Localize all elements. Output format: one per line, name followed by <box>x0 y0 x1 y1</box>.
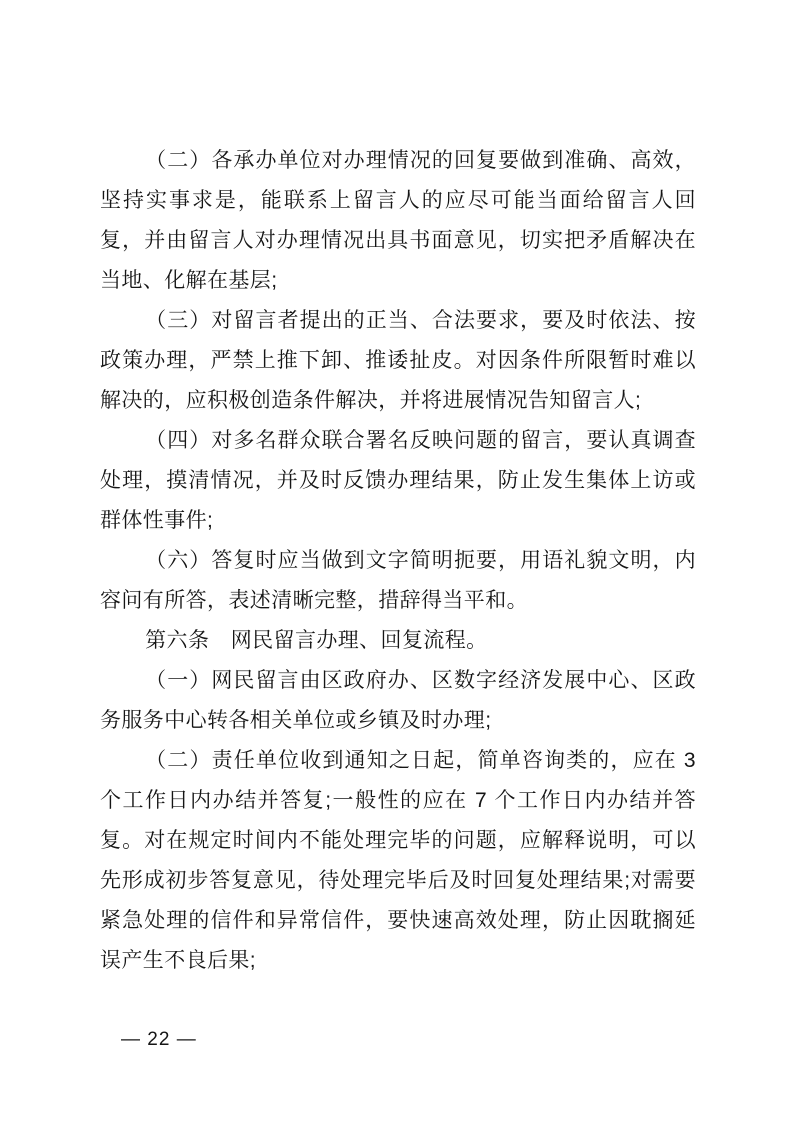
body-paragraph-flow-2: （二）责任单位收到通知之日起，简单咨询类的，应在 3 个工作日内办结并答复;一般性的应在 7 个工作日内办结并答复。对在规定时间内不能处理完毕的问题，应解释说明，可以先形成初步答复意见，待处理完毕后及时回复处理结果;对需要紧急处理的信件和异常信件，要快速高效处理，防止因耽搁延误产生不良后果; <box>100 749 696 972</box>
body-paragraph-item-4: （四）对多名群众联合署名反映问题的留言，要认真调查处理，摸清情况，并及时反馈办理结果，防止发生集体上访或群体性事件; <box>100 429 696 532</box>
body-paragraph-item-3: （三）对留言者提出的正当、合法要求，要及时依法、按政策办理，严禁上推下卸、推诿扯皮。对因条件所限暂时难以解决的，应积极创造条件解决，并将进展情况告知留言人; <box>100 309 696 412</box>
page-number: — 22 — <box>121 1029 197 1050</box>
article-heading: 第六条 网民留言办理、回复流程。 <box>145 629 488 652</box>
body-paragraph-item-2: （二）各承办单位对办理情况的回复要做到准确、高效，坚持实事求是，能联系上留言人的应尽可能当面给留言人回复，并由留言人对办理情况出具书面意见，切实把矛盾解决在当地、化解在基层; <box>100 149 696 292</box>
document-body <box>100 141 696 981</box>
body-paragraph-item-6: （六）答复时应当做到文字简明扼要，用语礼貌文明，内容问有所答，表述清晰完整，措辞得当平和。 <box>100 549 696 612</box>
body-paragraph-flow-1: （一）网民留言由区政府办、区数字经济发展中心、区政务服务中心转各相关单位或乡镇及时办理; <box>100 669 696 732</box>
